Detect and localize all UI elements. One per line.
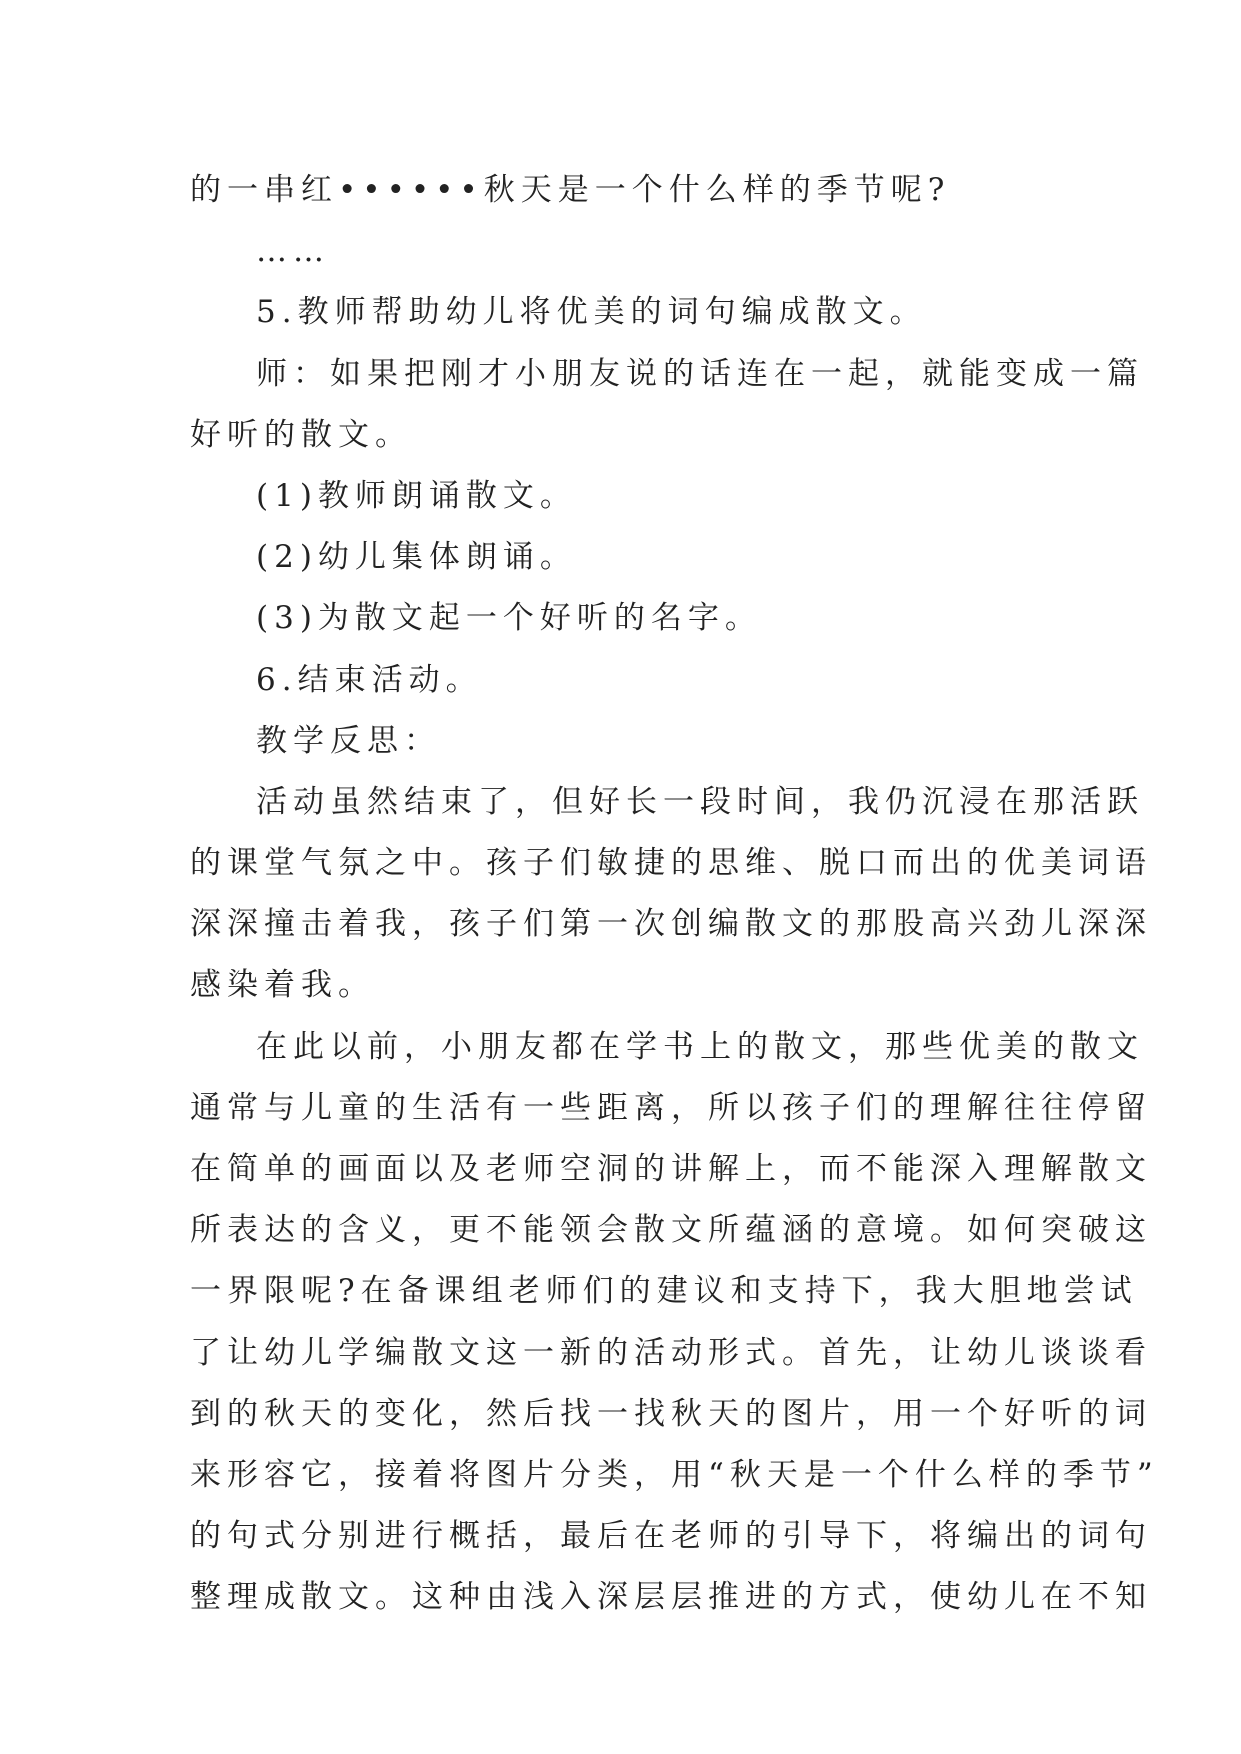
step-5-heading: 5.教师帮助幼儿将优美的词句编成散文。 [256, 294, 927, 331]
reflection-para2-line-3: 在简单的画面以及老师空洞的讲解上，而不能深入理解散文 [190, 1151, 1152, 1187]
reflection-para1-line-3: 深深撞击着我，孩子们第一次创编散文的那股高兴劲儿深深 [190, 906, 1152, 943]
reflection-para1-line-1: 活动虽然结束了，但好长一段时间，我仍沉浸在那活跃 [256, 783, 1144, 820]
text-line-ellipsis: …… [256, 233, 330, 270]
reflection-para2-line-1: 在此以前，小朋友都在学书上的散文，那些优美的散文 [256, 1028, 1144, 1065]
substep-2: (2)幼儿集体朗诵。 [256, 539, 577, 576]
reflection-para1-line-4: 感染着我。 [190, 967, 375, 1004]
reflection-para2-line-7: 到的秋天的变化，然后找一找秋天的图片，用一个好听的词 [190, 1395, 1152, 1432]
reflection-heading: 教学反思： [256, 722, 441, 759]
document-body [190, 160, 1159, 1629]
substep-3: (3)为散文起一个好听的名字。 [256, 600, 762, 637]
reflection-para2-line-8: 来形容它，接着将图片分类，用“秋天是一个什么样的季节” [190, 1456, 1159, 1493]
reflection-para1-line-2: 的课堂气氛之中。孩子们敏捷的思维、脱口而出的优美词语 [190, 845, 1152, 882]
teacher-speech-line-2: 好听的散文。 [190, 416, 412, 453]
reflection-para2-line-9: 的句式分别进行概括，最后在老师的引导下，将编出的词句 [190, 1518, 1152, 1555]
step-6-heading: 6.结束活动。 [256, 661, 483, 698]
substep-1: (1)教师朗诵散文。 [256, 477, 577, 514]
reflection-para2-line-10: 整理成散文。这种由浅入深层层推进的方式，使幼儿在不知 [190, 1579, 1152, 1616]
reflection-para2-line-4: 所表达的含义，更不能领会散文所蕴涵的意境。如何突破这 [190, 1212, 1152, 1249]
teacher-speech-line-1: 师：如果把刚才小朋友说的话连在一起，就能变成一篇 [256, 355, 1144, 392]
reflection-para2-line-5: 一界限呢?在备课组老师们的建议和支持下，我大胆地尝试 [190, 1273, 1138, 1310]
reflection-para2-line-2: 通常与儿童的生活有一些距离，所以孩子们的理解往往停留 [190, 1089, 1152, 1126]
text-line-1: 的一串红••••••秋天是一个什么样的季节呢? [190, 172, 951, 208]
reflection-para2-line-6: 了让幼儿学编散文这一新的活动形式。首先，让幼儿谈谈看 [190, 1334, 1152, 1371]
